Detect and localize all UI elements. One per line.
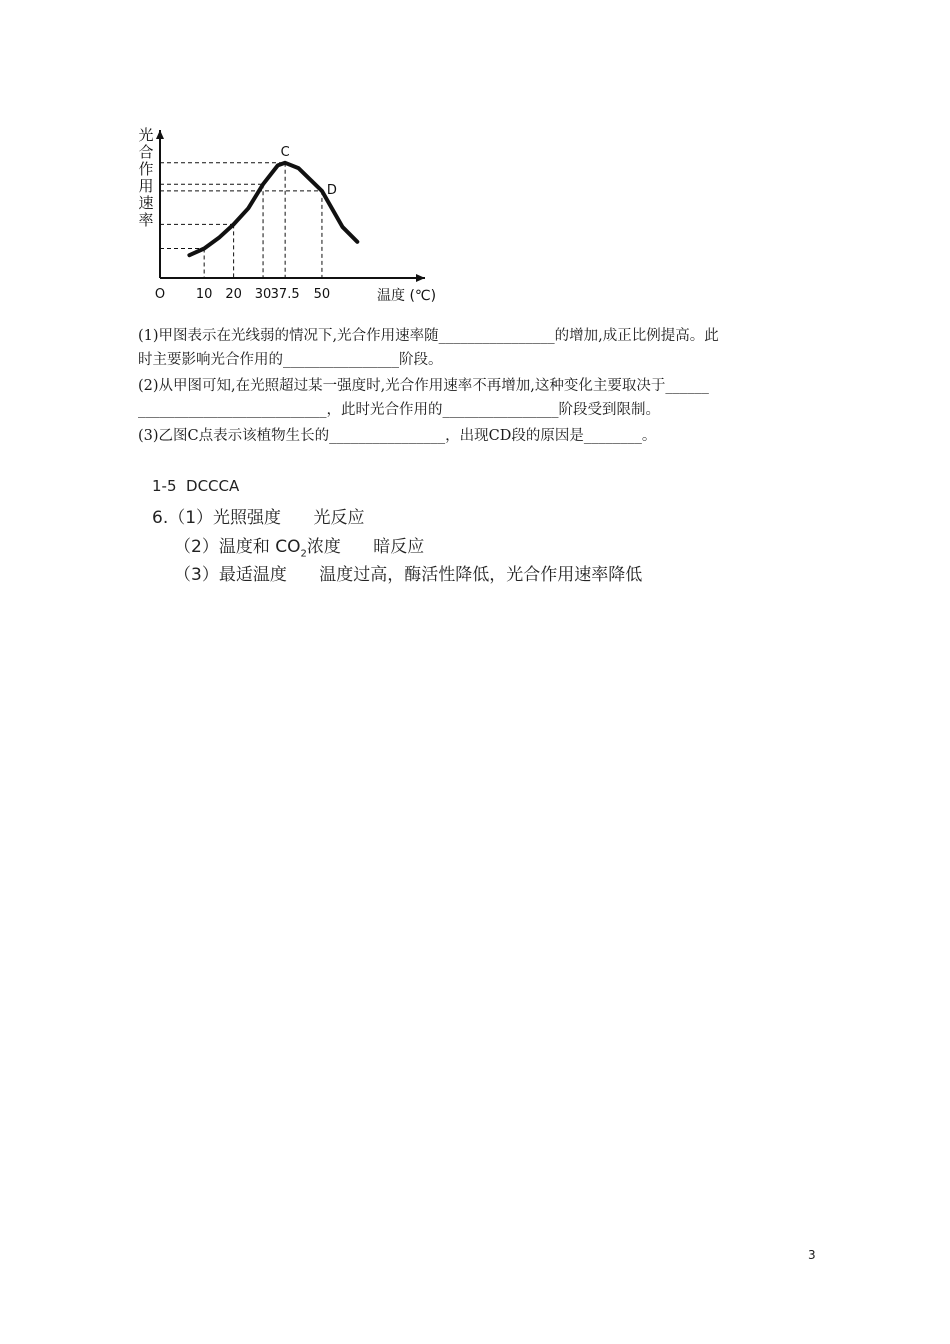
x-tick-label-3: 37.5 <box>270 287 300 302</box>
point-label-D: D <box>326 182 337 198</box>
y-axis-title-char-0: 光 <box>138 126 154 144</box>
answer-line-3-part-b: 浓度 暗反应 <box>306 537 425 557</box>
y-axis-title-char-3: 用 <box>138 177 154 195</box>
graph-guides <box>160 163 322 278</box>
x-tick-label-2: 30 <box>254 287 272 302</box>
question-2-line-1: (2)从甲图可知,在光照超过某一强度时,光合作用速率不再增加,这种变化主要取决于______ <box>138 378 709 394</box>
answer-line-3 <box>174 532 424 559</box>
question-1-line-1: (1)甲图表示在光线弱的情况下,光合作用速率随________________的增加,成正比例提高。此 <box>138 328 719 344</box>
answer-line-3-part-a: （2）温度和 CO <box>174 537 301 557</box>
temperature-photosynthesis-graph <box>130 122 460 310</box>
answer-line-4: （3）最适温度 温度过高，酶活性降低，光合作用速率降低 <box>174 565 643 585</box>
point-label-C: C <box>280 144 290 160</box>
origin-label: O <box>154 287 166 302</box>
question-3-line-1: (3)乙图C点表示该植物生长的________________，出现CD段的原因是________。 <box>138 428 657 444</box>
x-axis-title: 温度 (℃) <box>377 288 437 304</box>
data-curve <box>189 163 357 255</box>
graph-curve <box>189 163 357 255</box>
x-tick-label-1: 20 <box>225 287 242 302</box>
answer-line-1: 1-5 DCCCA <box>152 477 240 495</box>
y-axis-title-char-1: 合 <box>138 143 154 161</box>
y-axis-title-char-5: 率 <box>138 211 154 229</box>
y-axis-title-char-4: 速 <box>138 194 154 212</box>
question-1-line-2: 时主要影响光合作用的________________阶段。 <box>138 352 443 368</box>
y-axis-title-char-2: 作 <box>138 160 154 178</box>
answer-line-3-subscript: 2 <box>300 548 307 560</box>
x-tick-label-0: 10 <box>195 287 213 302</box>
y-axis-arrow <box>156 130 164 139</box>
answer-line-2: 6.（1）光照强度 光反应 <box>152 508 365 528</box>
x-axis-arrow <box>416 274 425 282</box>
question-2-line-2: __________________________，此时光合作用的________________阶段受到限制。 <box>138 402 660 418</box>
page-number: 3 <box>808 1248 816 1262</box>
x-tick-label-4: 50 <box>313 287 331 302</box>
graph-axes <box>156 130 425 282</box>
